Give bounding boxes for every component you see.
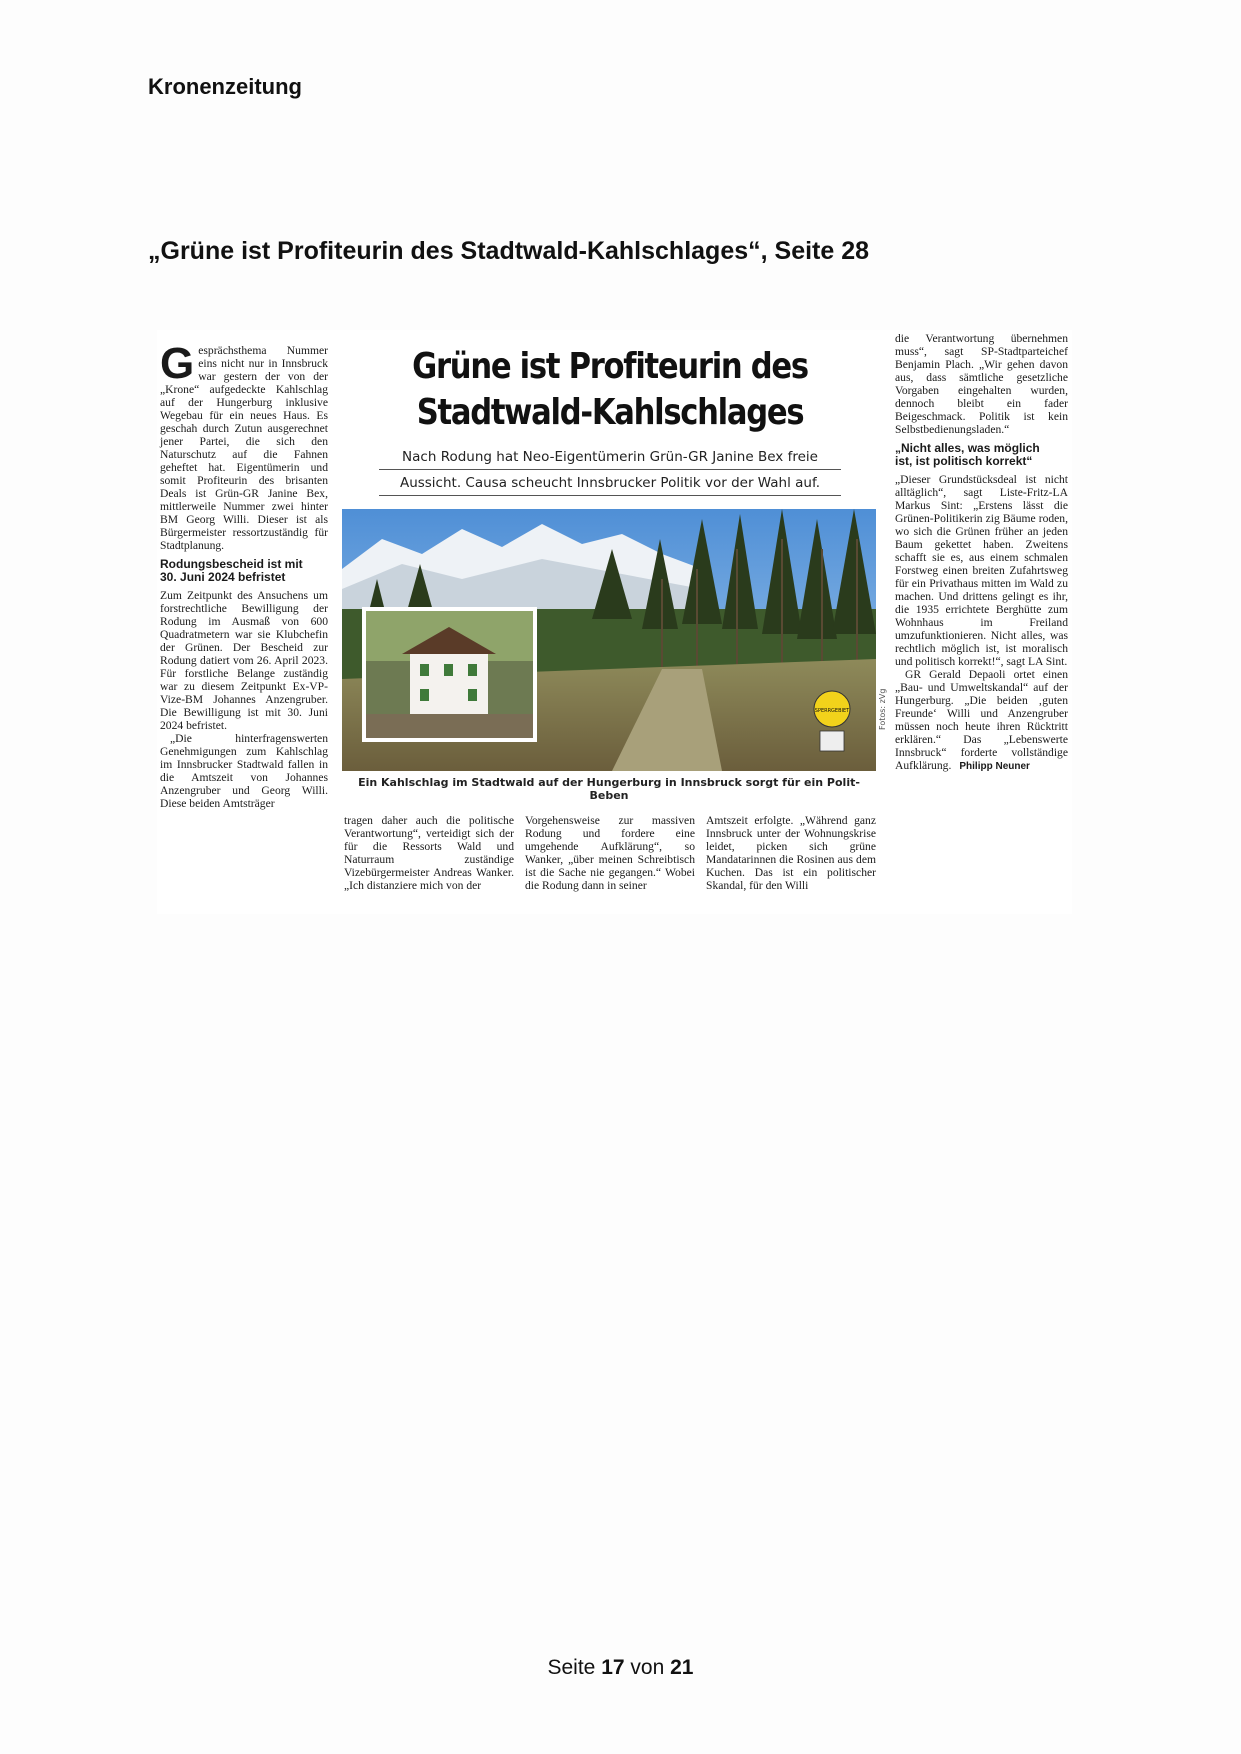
deck-line: Nach Rodung hat Neo-Eigentümerin Grün-GR Janine Bex freie	[379, 447, 841, 470]
author-name: Philipp Neuner	[959, 761, 1030, 772]
paragraph: esprächsthema Nummer eins nicht nur in Innsbruck war gestern der von der „Krone“ aufgedeckte Kahlschlag auf der Hungerburg inklusive Wegebau für ein neues Haus. Es geschah durch Zutun ausgerechnet jener Partei, die sich den Naturschutz auf die Fahnen geheftet hat. Eigentümerin und somit Profiteurin des brisanten Deals ist Grün-GR Janine Bex, mittlerweile Nummer zwei hinter BM Georg Willi. Dieser ist als Bürgermeister ressortzuständig für Stadtplanung.	[160, 344, 328, 552]
paragraph: Zum Zeitpunkt des Ansuchens um forstrechtliche Bewilligung der Rodung im Ausmaß von 600 Quadratmetern war sie Klubchefin der Grünen. Der Bescheid zur Rodung datiert vom 26. April 2023. Für forstliche Belange zuständig war zu diesem Zeitpunkt Ex-VP-Vize-BM Johannes Anzengruber. Die Bewilligung ist mit 30. Juni 2024 befristet.	[160, 589, 328, 732]
paragraph: die Verantwortung übernehmen muss“, sagt SP-Stadtparteichef Benjamin Plach. „Wir gehen davon aus, dass sämtliche gesetzliche Vorgaben eingehalten wurden, dennoch bleibt ein fader Beigeschmack. Politik ist kein Selbstbedienungsladen.“	[895, 332, 1068, 436]
document-title: „Grüne ist Profiteurin des Stadtwald-Kahlschlages“, Seite 28	[148, 237, 870, 265]
article-headline	[384, 344, 836, 436]
photo-credit: Fotos: zVg	[878, 688, 887, 730]
article-column-bottom-3	[706, 814, 876, 892]
sign-label: SPERRGEBIET	[814, 708, 850, 714]
deck-line: Aussicht. Causa scheucht Innsbrucker Politik vor der Wahl auf.	[379, 473, 841, 496]
paragraph: „Dieser Grundstücksdeal ist nicht alltäglich“, sagt Liste-Fritz-LA Markus Sint: „Erstens lässt die Grünen-Politikerin zig Bäume roden, wo sich die Grünen früher an jeden Baum gekettet haben. Zweitens schafft sie es, aus einem schmalen Forstweg einen breiten Zufahrtsweg für ein Privathaus mitten im Wald zu machen. Und drittens gelingt es ihr, die 1935 errichtete Berghütte zum Wohnhaus im Freiland umzufunktionieren. Nicht alles, was rechtlich möglich ist, ist moralisch und politisch korrekt!“, sagt LA Sint.	[895, 473, 1068, 668]
source-name: Kronenzeitung	[148, 74, 302, 99]
paragraph-text: GR Gerald Depaoli ortet einen „Bau- und Umweltskandal“ auf der Hungerburg. „Die beiden ‚guten Freunde‘ Willi und Anzengruber müssen noch heute ihren Rücktritt erklären.“ Das „Lebenswerte Innsbruck“ forderte vollständige Aufklärung.	[895, 668, 1068, 772]
current-page: 17	[601, 1656, 625, 1679]
article-photo	[342, 509, 876, 771]
forest-clearing-image	[342, 509, 876, 771]
subheading-line: 30. Juni 2024 befristet	[160, 570, 286, 584]
article-column-left	[160, 339, 328, 810]
dropcap: G	[160, 339, 195, 388]
subheading-line: „Nicht alles, was möglich	[895, 441, 1040, 455]
headline-line: Grüne ist Profiteurin des	[412, 346, 808, 387]
page-prefix: Seite	[547, 1656, 596, 1679]
page-number	[0, 1656, 1241, 1680]
article-column-bottom-2	[525, 814, 695, 892]
paragraph: „Die hinterfragenswerten Genehmigungen zum Kahlschlag im Innsbrucker Stadtwald fallen in die Amtszeit von Johannes Anzengruber und Georg Willi. Diese beiden Amtsträger	[160, 732, 328, 810]
page-separator: von	[630, 1656, 665, 1679]
subheading	[160, 558, 328, 584]
newspaper-clipping	[157, 330, 1072, 914]
subheading-line: Rodungsbescheid ist mit	[160, 557, 303, 571]
total-pages: 21	[670, 1656, 694, 1679]
paragraph	[895, 668, 1068, 773]
article-column-right	[895, 332, 1068, 773]
article-column-bottom-1	[344, 814, 514, 892]
paragraph: Vorgehensweise zur massiven Rodung und fordere eine umgehende Aufklärung“, so Wanker, „über meinen Schreibtisch ist die Sache nie gegangen.“ Wobei die Rodung dann in seiner	[525, 814, 695, 892]
subheading	[895, 442, 1068, 468]
headline-line: Stadtwald-Kahlschlages	[416, 392, 804, 433]
paragraph: tragen daher auch die politische Verantwortung“, verteidigt sich der für die Ressorts Wald und Naturraum zuständige Vizebürgermeister Andreas Wanker. „Ich distanziere mich von der	[344, 814, 514, 892]
subheading-line: ist, ist politisch korrekt“	[895, 454, 1033, 468]
paragraph: Amtszeit erfolgte. „Während ganz Innsbruck unter der Wohnungskrise leidet, picken sich grüne Mandatarinnen die Rosinen aus dem Kuchen. Das ist ein politischer Skandal, für den Willi	[706, 814, 876, 892]
photo-caption: Ein Kahlschlag im Stadtwald auf der Hungerburg in Innsbruck sorgt für ein Polit-Beben	[358, 776, 860, 802]
